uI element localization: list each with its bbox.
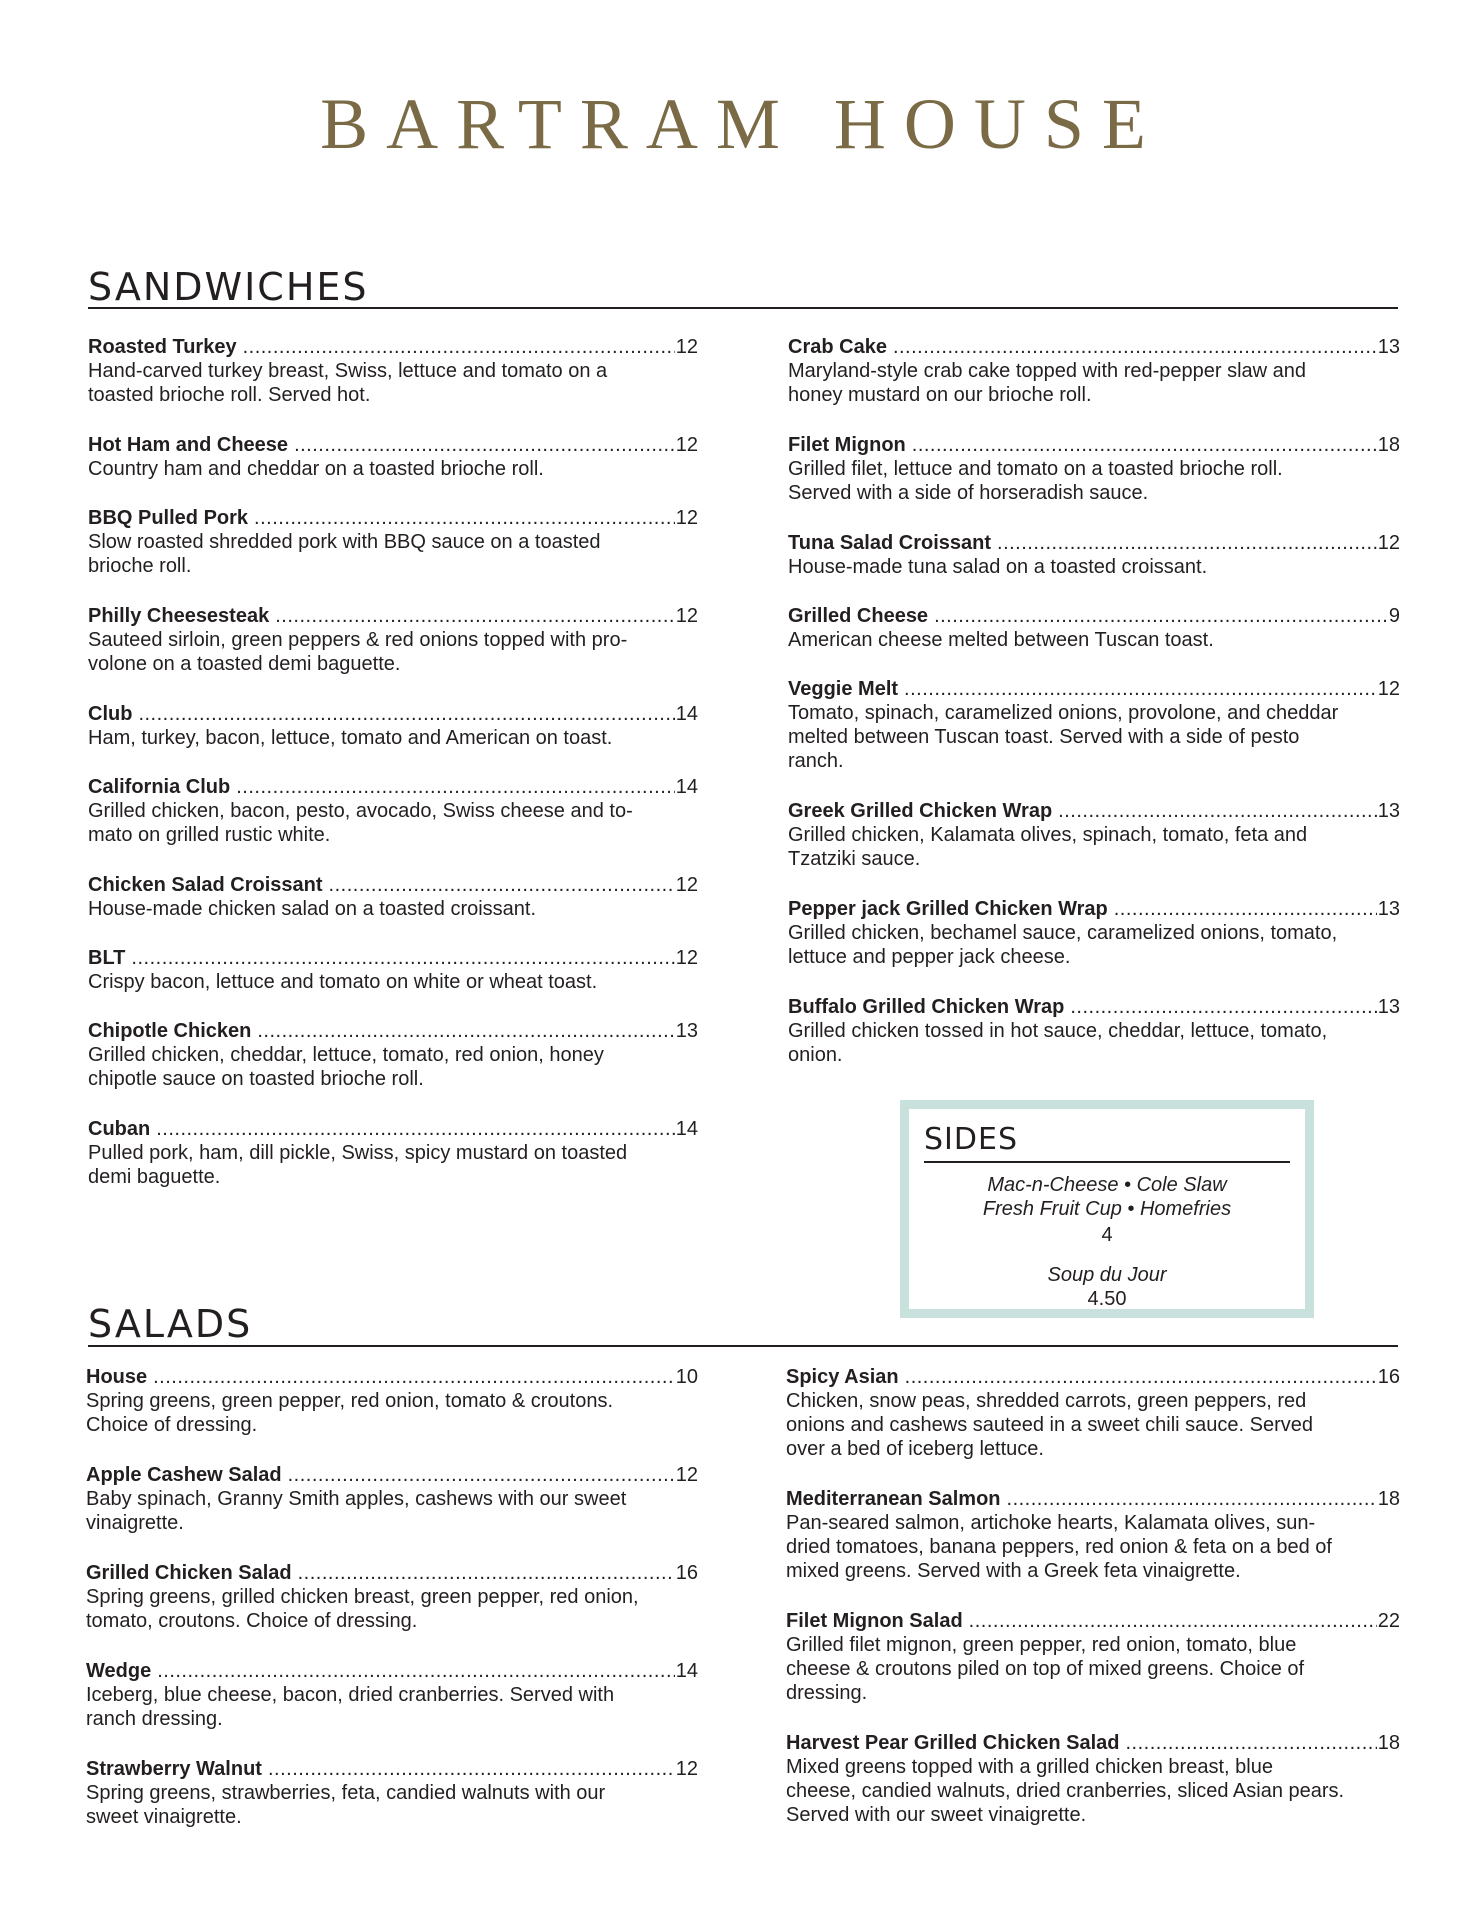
menu-item-description: Mixed greens topped with a grilled chicken breast, blue: [786, 1756, 1273, 1778]
dot-leader: [905, 1365, 1377, 1389]
menu-item: [88, 506, 698, 578]
menu-item-price: 13: [675, 1020, 698, 1042]
menu-item-name: Mediterranean Salmon: [786, 1488, 1001, 1510]
menu-item-header: [88, 702, 698, 726]
menu-item-description: volone on a toasted demi baguette.: [88, 653, 401, 675]
menu-item-description: Tomato, spinach, caramelized onions, provolone, and cheddar: [788, 702, 1339, 724]
menu-item-description: Served with our sweet vinaigrette.: [786, 1804, 1087, 1826]
menu-item-price: 14: [675, 1118, 698, 1140]
menu-item-price: 12: [675, 336, 698, 358]
sides-rule: [924, 1161, 1290, 1163]
menu-item-name: Chicken Salad Croissant: [88, 874, 323, 896]
sides-box: [900, 1100, 1314, 1318]
menu-item-header: [86, 1365, 698, 1389]
menu-item-description: toasted brioche roll. Served hot.: [88, 384, 371, 406]
menu-item-price: 12: [675, 507, 698, 529]
menu-item-description: ranch.: [788, 750, 844, 772]
menu-item-header: [788, 433, 1400, 457]
menu-item-description: House-made tuna salad on a toasted croissant.: [788, 556, 1208, 578]
sides-line-2: Fresh Fruit Cup • Homefries: [982, 1198, 1232, 1220]
menu-item-name: Greek Grilled Chicken Wrap: [788, 800, 1053, 822]
menu-item-header: [788, 604, 1400, 628]
menu-item-header: [86, 1561, 698, 1585]
dot-leader: [131, 946, 674, 970]
menu-item-description: vinaigrette.: [86, 1512, 184, 1534]
sides-heading: SIDES: [924, 1122, 1018, 1157]
dot-leader: [138, 702, 674, 726]
menu-item-description: dressing.: [786, 1682, 868, 1704]
dot-leader: [254, 506, 675, 530]
menu-item-header: [88, 433, 698, 457]
menu-item-description: Grilled chicken, bechamel sauce, caramelized onions, tomato,: [788, 922, 1338, 944]
menu-item-price: 14: [675, 1660, 698, 1682]
menu-item-description: Ham, turkey, bacon, lettuce, tomato and American on toast.: [88, 727, 613, 749]
menu-item-description: Iceberg, blue cheese, bacon, dried cranberries. Served with: [86, 1684, 615, 1706]
menu-item-header: [88, 775, 698, 799]
dot-leader: [997, 531, 1377, 555]
menu-item-description: Grilled chicken, cheddar, lettuce, tomato, red onion, honey: [88, 1044, 604, 1066]
menu-item-header: [88, 1117, 698, 1141]
dot-leader: [1007, 1487, 1377, 1511]
menu-item-header: [88, 335, 698, 359]
menu-item: [786, 1365, 1400, 1461]
menu-item-description: Pulled pork, ham, dill pickle, Swiss, spicy mustard on toasted: [88, 1142, 628, 1164]
dot-leader: [156, 1117, 675, 1141]
menu-item-description: Sauteed sirloin, green peppers & red onions topped with pro-: [88, 629, 628, 651]
menu-item-price: 12: [675, 874, 698, 896]
menu-item-price: 16: [1377, 1366, 1400, 1388]
menu-item: [88, 873, 698, 921]
dot-leader: [1058, 799, 1377, 823]
menu-item: [786, 1487, 1400, 1583]
menu-item-header: [788, 799, 1400, 823]
menu-item: [788, 897, 1400, 969]
menu-item-price: 16: [675, 1562, 698, 1584]
menu-item-description: Grilled chicken tossed in hot sauce, cheddar, lettuce, tomato,: [788, 1020, 1328, 1042]
menu-item: [788, 335, 1400, 407]
menu-item-price: 12: [675, 434, 698, 456]
menu-item-description: Spring greens, grilled chicken breast, green pepper, red onion,: [86, 1586, 639, 1608]
dot-leader: [298, 1561, 675, 1585]
menu-item-header: [88, 604, 698, 628]
dot-leader: [904, 677, 1377, 701]
menu-item: [88, 335, 698, 407]
menu-item-header: [88, 1019, 698, 1043]
menu-item-name: Spicy Asian: [786, 1366, 899, 1388]
menu-item-price: 18: [1377, 434, 1400, 456]
menu-item: [86, 1463, 698, 1535]
menu-item-name: California Club: [88, 776, 231, 798]
menu-item-price: 12: [675, 1758, 698, 1780]
menu-item-price: 10: [675, 1366, 698, 1388]
sandwiches-rule: [88, 307, 1398, 309]
menu-item: [788, 604, 1400, 652]
dot-leader: [294, 433, 675, 457]
dot-leader: [893, 335, 1377, 359]
menu-item-description: Slow roasted shredded pork with BBQ sauce on a toasted: [88, 531, 601, 553]
menu-item-name: BLT: [88, 947, 126, 969]
menu-item-price: 12: [675, 947, 698, 969]
menu-item-description: Maryland-style crab cake topped with red-pepper slaw and: [788, 360, 1307, 382]
menu-item-description: Served with a side of horseradish sauce.: [788, 482, 1149, 504]
menu-item: [86, 1561, 698, 1633]
menu-item-description: tomato, croutons. Choice of dressing.: [86, 1610, 418, 1632]
menu-item-header: [88, 946, 698, 970]
menu-item-description: demi baguette.: [88, 1166, 221, 1188]
menu-item-price: 13: [1377, 898, 1400, 920]
menu-item-name: Filet Mignon Salad: [786, 1610, 963, 1632]
menu-item-name: Strawberry Walnut: [86, 1758, 262, 1780]
dot-leader: [1114, 897, 1377, 921]
sandwiches-heading: SANDWICHES: [88, 265, 369, 309]
menu-item-description: honey mustard on our brioche roll.: [788, 384, 1092, 406]
menu-item-description: Baby spinach, Granny Smith apples, cashews with our sweet: [86, 1488, 627, 1510]
menu-item-description: dried tomatoes, banana peppers, red onion & feta on a bed of: [786, 1536, 1332, 1558]
dot-leader: [275, 604, 675, 628]
menu-item: [786, 1609, 1400, 1705]
dot-leader: [268, 1757, 675, 1781]
menu-item-name: Filet Mignon: [788, 434, 906, 456]
menu-item-header: [788, 531, 1400, 555]
menu-item-header: [788, 335, 1400, 359]
menu-item-price: 14: [675, 703, 698, 725]
menu-item: [788, 677, 1400, 773]
restaurant-name: BARTRAM HOUSE: [320, 84, 1164, 164]
soup-label: Soup du Jour: [1047, 1264, 1167, 1286]
sides-line-1: Mac-n-Cheese • Cole Slaw: [987, 1174, 1227, 1196]
salads-rule: [88, 1345, 1398, 1347]
menu-item-description: House-made chicken salad on a toasted croissant.: [88, 898, 537, 920]
menu-item-name: BBQ Pulled Pork: [88, 507, 249, 529]
sides-price: 4: [1101, 1224, 1113, 1246]
menu-item-description: Grilled filet, lettuce and tomato on a toasted brioche roll.: [788, 458, 1283, 480]
menu-item-description: American cheese melted between Tuscan toast.: [788, 629, 1214, 651]
menu-item-name: House: [86, 1366, 148, 1388]
menu-item-description: Spring greens, green pepper, red onion, tomato & croutons.: [86, 1390, 614, 1412]
menu-item-price: 13: [1377, 800, 1400, 822]
menu-item: [88, 775, 698, 847]
menu-item-price: 12: [1377, 532, 1400, 554]
menu-item-header: [786, 1365, 1400, 1389]
menu-item-name: Buffalo Grilled Chicken Wrap: [788, 996, 1065, 1018]
menu-item-name: Roasted Turkey: [88, 336, 237, 358]
menu-item: [86, 1365, 698, 1437]
menu-item-price: 12: [1377, 678, 1400, 700]
menu-item: [88, 1019, 698, 1091]
menu-item-description: Grilled chicken, bacon, pesto, avocado, Swiss cheese and to-: [88, 800, 633, 822]
menu-item-name: Grilled Cheese: [788, 605, 929, 627]
menu-item: [788, 995, 1400, 1067]
menu-item-description: ranch dressing.: [86, 1708, 223, 1730]
menu-item-name: Harvest Pear Grilled Chicken Salad: [786, 1732, 1120, 1754]
dot-leader: [243, 335, 675, 359]
dot-leader: [288, 1463, 675, 1487]
dot-leader: [329, 873, 675, 897]
salads-heading: SALADS: [88, 1302, 253, 1346]
menu-item-description: Country ham and cheddar on a toasted brioche roll.: [88, 458, 544, 480]
dot-leader: [934, 604, 1388, 628]
menu-item-header: [786, 1487, 1400, 1511]
menu-item-price: 12: [675, 1464, 698, 1486]
soup-price: 4.50: [1087, 1288, 1127, 1310]
dot-leader: [969, 1609, 1377, 1633]
menu-item: [86, 1757, 698, 1829]
menu-item-header: [786, 1731, 1400, 1755]
menu-item-name: Hot Ham and Cheese: [88, 434, 289, 456]
dot-leader: [257, 1019, 674, 1043]
menu-item-name: Apple Cashew Salad: [86, 1464, 282, 1486]
menu-item: [88, 604, 698, 676]
menu-item: [788, 433, 1400, 505]
menu-item-name: Pepper jack Grilled Chicken Wrap: [788, 898, 1108, 920]
menu-item-price: 14: [675, 776, 698, 798]
menu-item-description: Tzatziki sauce.: [788, 848, 921, 870]
menu-item-price: 18: [1377, 1488, 1400, 1510]
menu-item-description: onion.: [788, 1044, 843, 1066]
menu-item: [786, 1731, 1400, 1827]
menu-item-name: Wedge: [86, 1660, 152, 1682]
menu-item-description: Choice of dressing.: [86, 1414, 258, 1436]
menu-item-name: Philly Cheesesteak: [88, 605, 270, 627]
menu-item-description: over a bed of iceberg lettuce.: [786, 1438, 1044, 1460]
menu-item-name: Crab Cake: [788, 336, 887, 358]
menu-item-price: 22: [1377, 1610, 1400, 1632]
menu-item-description: Hand-carved turkey breast, Swiss, lettuce and tomato on a: [88, 360, 608, 382]
menu-item-description: chipotle sauce on toasted brioche roll.: [88, 1068, 424, 1090]
menu-item: [86, 1659, 698, 1731]
menu-item-description: mixed greens. Served with a Greek feta vinaigrette.: [786, 1560, 1241, 1582]
menu-item-description: Chicken, snow peas, shredded carrots, green peppers, red: [786, 1390, 1307, 1412]
menu-item-description: cheese & croutons piled on top of mixed greens. Choice of: [786, 1658, 1305, 1680]
menu-item-header: [788, 677, 1400, 701]
menu-item-description: sweet vinaigrette.: [86, 1806, 242, 1828]
menu-item: [88, 433, 698, 481]
menu-item-name: Club: [88, 703, 133, 725]
menu-item-header: [86, 1757, 698, 1781]
menu-item-price: 13: [1377, 996, 1400, 1018]
menu-item: [88, 1117, 698, 1189]
menu-item-description: Crispy bacon, lettuce and tomato on white or wheat toast.: [88, 971, 598, 993]
menu-item: [88, 702, 698, 750]
menu-item-name: Grilled Chicken Salad: [86, 1562, 292, 1584]
menu-item: [788, 799, 1400, 871]
menu-item-price: 9: [1388, 605, 1400, 627]
menu-item-price: 12: [675, 605, 698, 627]
menu-item-name: Chipotle Chicken: [88, 1020, 252, 1042]
menu-item-description: melted between Tuscan toast. Served with a side of pesto: [788, 726, 1300, 748]
dot-leader: [157, 1659, 675, 1683]
menu-item-header: [86, 1659, 698, 1683]
dot-leader: [236, 775, 675, 799]
menu-item-header: [88, 506, 698, 530]
menu-item: [88, 946, 698, 994]
menu-item-name: Cuban: [88, 1118, 151, 1140]
dot-leader: [1070, 995, 1376, 1019]
menu-item-description: Spring greens, strawberries, feta, candied walnuts with our: [86, 1782, 606, 1804]
menu-item-description: brioche roll.: [88, 555, 192, 577]
menu-item-name: Veggie Melt: [788, 678, 899, 700]
menu-item-header: [788, 897, 1400, 921]
menu-item-description: cheese, candied walnuts, dried cranberries, sliced Asian pears.: [786, 1780, 1345, 1802]
menu-item-name: Tuna Salad Croissant: [788, 532, 992, 554]
menu-item-description: onions and cashews sauteed in a sweet chili sauce. Served: [786, 1414, 1313, 1436]
dot-leader: [153, 1365, 675, 1389]
menu-item-description: Grilled filet mignon, green pepper, red onion, tomato, blue: [786, 1634, 1297, 1656]
menu-item-header: [88, 873, 698, 897]
dot-leader: [1126, 1731, 1377, 1755]
menu-item-header: [786, 1609, 1400, 1633]
menu-item-description: mato on grilled rustic white.: [88, 824, 331, 846]
menu-item-price: 18: [1377, 1732, 1400, 1754]
menu-item-header: [86, 1463, 698, 1487]
menu-item-price: 13: [1377, 336, 1400, 358]
menu-item-description: Grilled chicken, Kalamata olives, spinach, tomato, feta and: [788, 824, 1308, 846]
menu-item: [788, 531, 1400, 579]
menu-item-description: Pan-seared salmon, artichoke hearts, Kalamata olives, sun-: [786, 1512, 1316, 1534]
dot-leader: [912, 433, 1377, 457]
menu-item-header: [788, 995, 1400, 1019]
menu-item-description: lettuce and pepper jack cheese.: [788, 946, 1071, 968]
